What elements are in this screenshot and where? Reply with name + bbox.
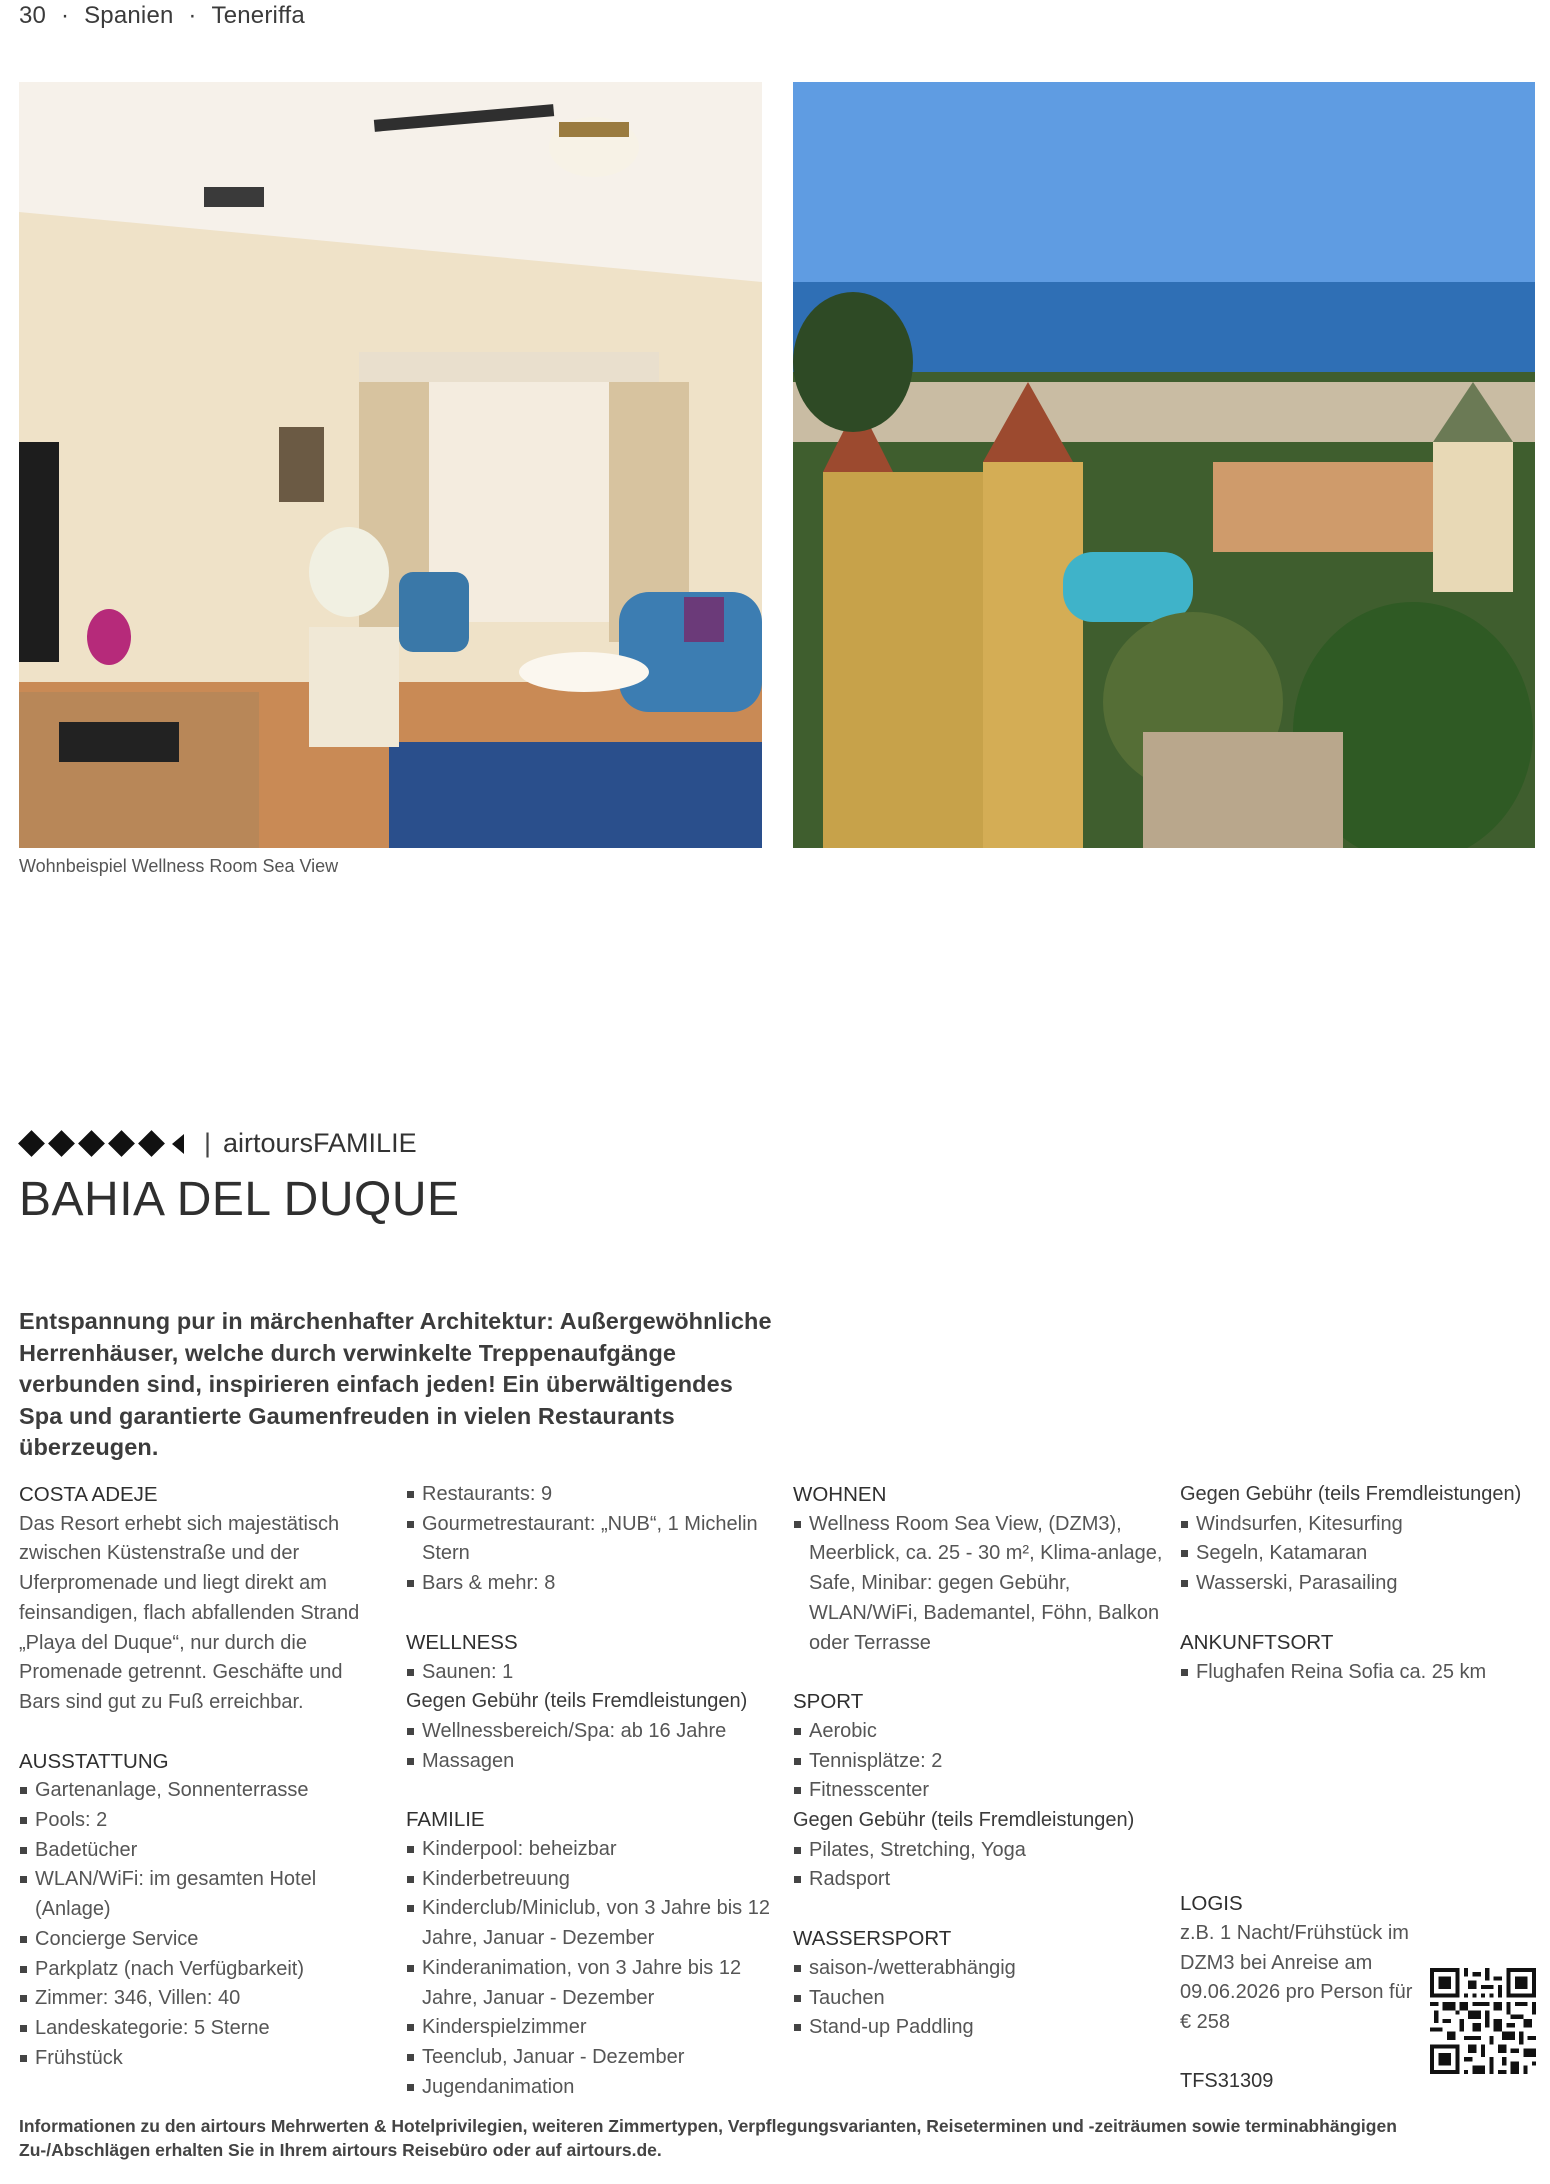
list-item: Stand-up Paddling	[793, 2013, 1163, 2043]
list-item: Parkplatz (nach Verfügbarkeit)	[19, 1955, 389, 1985]
country-label: Spanien	[84, 2, 174, 29]
living-title: WOHNEN	[793, 1483, 887, 1506]
hotel-name: BAHIA DEL DUQUE	[19, 1173, 460, 1226]
family-list	[406, 1835, 776, 2102]
watersport-title: WASSERSPORT	[793, 1927, 952, 1951]
list-item: Tennisplätze: 2	[793, 1747, 1163, 1777]
hotel-intro: Entspannung pur in märchenhafter Architektur: Außergewöhnliche Herrenhäuser, welche durch verwinkelte Treppenaufgänge verbunden sind, inspirieren einfach jeden! Ein überwältigendes Spa und garantierte Gaumenfreuden in vielen Restaurants überzeugen.	[19, 1308, 772, 1460]
list-item: Flughafen Reina Sofia ca. 25 km	[1180, 1658, 1540, 1688]
diamond-icon	[108, 1130, 135, 1157]
list-item: Landeskategorie: 5 Sterne	[19, 2014, 389, 2044]
diamond-icon	[78, 1130, 105, 1157]
equipment-title: AUSSTATTUNG	[19, 1749, 169, 1773]
sport-title: SPORT	[793, 1690, 864, 1714]
fee-list	[1180, 1510, 1540, 1599]
column-dining-wellness-family	[406, 1480, 776, 2102]
separator-dot: ·	[60, 2, 70, 29]
list-item: Badetücher	[19, 1836, 389, 1866]
list-item: WLAN/WiFi: im gesamten Hotel (Anlage)	[19, 1865, 389, 1924]
booking-code: TFS31309	[1180, 2069, 1274, 2092]
list-item: Restaurants: 9	[406, 1480, 776, 1510]
list-item: Wellness Room Sea View, (DZM3), Meerblick, ca. 25 - 30 m², Klima-anlage, Safe, Minibar: gegen Gebühr, WLAN/WiFi, Bademantel, Föhn, Balkon oder Terrasse	[793, 1510, 1163, 1659]
equipment-list	[19, 1776, 389, 2073]
list-item: Pilates, Stretching, Yoga	[793, 1836, 1163, 1866]
fee-title: Gegen Gebühr (teils Fremdleistungen)	[1180, 1483, 1522, 1505]
list-item: Massagen	[406, 1747, 776, 1777]
wellness-fee-list	[406, 1717, 776, 1776]
list-item: Zimmer: 346, Villen: 40	[19, 1984, 389, 2014]
list-item: Kinderbetreuung	[406, 1865, 776, 1895]
list-item: Bars & mehr: 8	[406, 1569, 776, 1599]
wellness-list	[406, 1658, 776, 1688]
living-list	[793, 1510, 1163, 1659]
wellness-fee-title: Gegen Gebühr (teils Fremdleistungen)	[406, 1690, 748, 1713]
logis-text: z.B. 1 Nacht/Frühstück im DZM3 bei Anreise am 09.06.2026 pro Person für € 258	[1180, 1921, 1413, 2034]
family-title: FAMILIE	[406, 1808, 485, 1832]
half-diamond-icon	[172, 1134, 184, 1154]
page-header	[19, 2, 305, 30]
list-item: Frühstück	[19, 2044, 389, 2074]
list-item: Gourmetrestaurant: „NUB“, 1 Michelin Stern	[406, 1510, 776, 1569]
list-item: Tauchen	[793, 1984, 1163, 2014]
list-item: Wasserski, Parasailing	[1180, 1569, 1540, 1599]
list-item: Segeln, Katamaran	[1180, 1539, 1540, 1569]
list-item: Kinderanimation, von 3 Jahre bis 12 Jahre, Januar - Dezember	[406, 1954, 776, 2013]
column-location-equipment	[19, 1480, 389, 2073]
rating-row	[19, 1128, 417, 1159]
list-item: Windsurfen, Kitesurfing	[1180, 1510, 1540, 1540]
diamond-icon	[48, 1130, 75, 1157]
watersport-list	[793, 1954, 1163, 2043]
sport-fee-list	[793, 1836, 1163, 1895]
sport-list	[793, 1717, 1163, 1806]
room-photo	[19, 82, 762, 848]
list-item: Kinderpool: beheizbar	[406, 1835, 776, 1865]
list-item: saison-/wetterabhängig	[793, 1954, 1163, 1984]
brand-label: airtoursFAMILIE	[223, 1128, 417, 1158]
wellness-title: WELLNESS	[406, 1630, 518, 1654]
list-item: Radsport	[793, 1865, 1163, 1895]
resort-photo	[793, 82, 1535, 848]
list-item: Saunen: 1	[406, 1658, 776, 1688]
sport-fee-title: Gegen Gebühr (teils Fremdleistungen)	[793, 1809, 1135, 1832]
list-item: Kinderclub/Miniclub, von 3 Jahre bis 12 Jahre, Januar - Dezember	[406, 1894, 776, 1953]
list-item: Kinderspielzimmer	[406, 2013, 776, 2043]
separator-bar: |	[204, 1128, 212, 1158]
list-item: Fitnesscenter	[793, 1776, 1163, 1806]
location-title: COSTA ADEJE	[19, 1483, 158, 1506]
logis-title: LOGIS	[1180, 1892, 1243, 1916]
list-item: Wellnessbereich/Spa: ab 16 Jahre	[406, 1717, 776, 1747]
rating-diamonds	[19, 1134, 184, 1154]
list-item: Aerobic	[793, 1717, 1163, 1747]
diamond-icon	[138, 1130, 165, 1157]
column-living-sport	[793, 1480, 1163, 2043]
dining-list	[406, 1480, 776, 1599]
list-item: Gartenanlage, Sonnenterrasse	[19, 1776, 389, 1806]
location-text: Das Resort erhebt sich majestätisch zwischen Küstenstraße und der Uferpromenade und liegt direkt am feinsandigen, flach abfallenden Strand „Playa del Duque“, nur durch die Promenade getrennt. Geschäfte und Bars sind gut zu Fuß erreichbar.	[19, 1512, 360, 1713]
separator-dot: ·	[188, 2, 197, 29]
arrival-title: ANKUNFTSORT	[1180, 1630, 1334, 1654]
qr-code-icon[interactable]	[1430, 1968, 1536, 2074]
list-item: Teenclub, Januar - Dezember	[406, 2043, 776, 2073]
list-item: Concierge Service	[19, 1925, 389, 1955]
list-item: Jugendanimation	[406, 2073, 776, 2103]
photo-caption: Wohnbeispiel Wellness Room Sea View	[19, 856, 339, 876]
diamond-icon	[18, 1130, 45, 1157]
footer-note: Informationen zu den airtours Mehrwerten & Hotelprivilegien, weiteren Zimmertypen, Verpflegungsvarianten, Reiseterminen und -zeiträumen sowie terminabhängigen Zu-/Abschlägen erhalten Sie in Ihrem airtours Reisebüro oder auf airtours.de.	[19, 2116, 1397, 2160]
arrival-list	[1180, 1658, 1540, 1688]
page-number: 30	[19, 2, 47, 29]
region-label: Teneriffa	[211, 2, 305, 29]
list-item: Pools: 2	[19, 1806, 389, 1836]
